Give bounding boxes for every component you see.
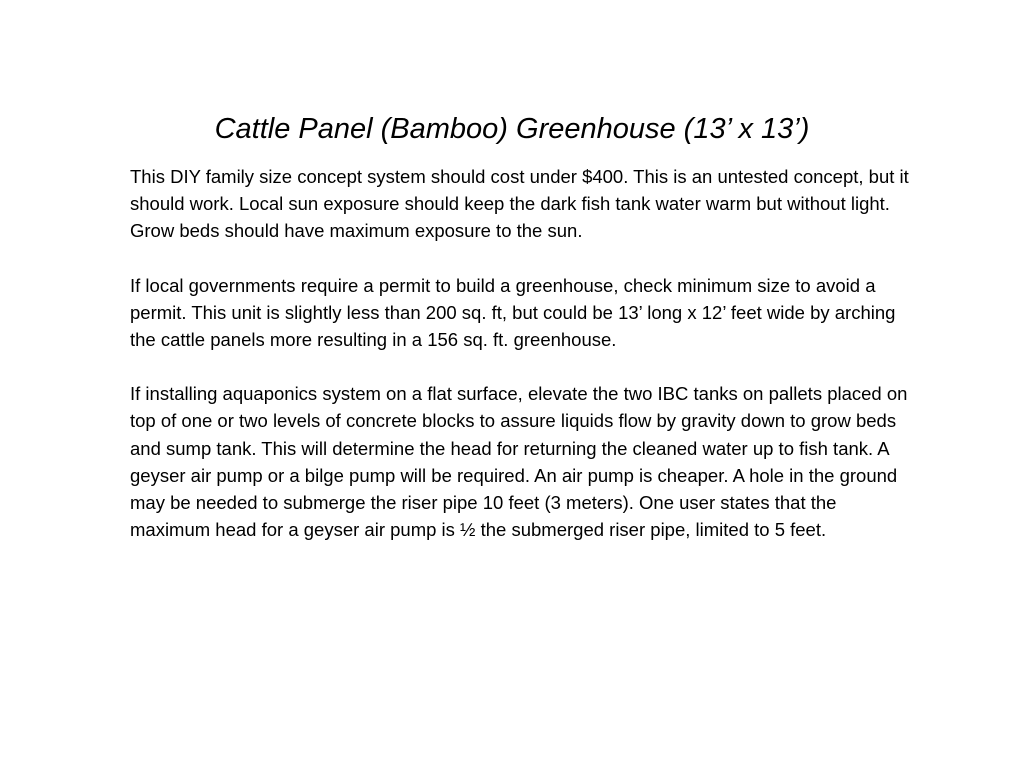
slide-body (130, 163, 910, 570)
paragraph-cost-concept: This DIY family size concept system should cost under $400. This is an untested concept, but it should work. Local sun exposure should keep the dark fish tank water warm but without light. Grow beds should have maximum exposure to the sun. (130, 166, 909, 242)
paragraph-permit: If local governments require a permit to build a greenhouse, check minimum size to avoid a permit. This unit is slightly less than 200 sq. ft, but could be 13’ long x 12’ feet wide by arching the cattle panels more resulting in a 156 sq. ft. greenhouse. (130, 274, 896, 351)
paragraph-installation: If installing aquaponics system on a flat surface, elevate the two IBC tanks on pallets placed on top of one or two levels of concrete blocks to assure liquids flow by gravity down to grow beds and sump tank. This will determine the head for returning the cleaned water up to fish tank. A geyser air pump or a bilge pump will be required. An air pump is cheaper. A hole in the ground may be needed to submerge the riser pipe 10 feet (3 meters). One user states that the maximum head for a geyser air pump is ½ the submerged riser pipe, limited to 5 feet. (130, 383, 908, 541)
slide-title: Cattle Panel (Bamboo) Greenhouse (13’ x 13’) (214, 113, 810, 145)
